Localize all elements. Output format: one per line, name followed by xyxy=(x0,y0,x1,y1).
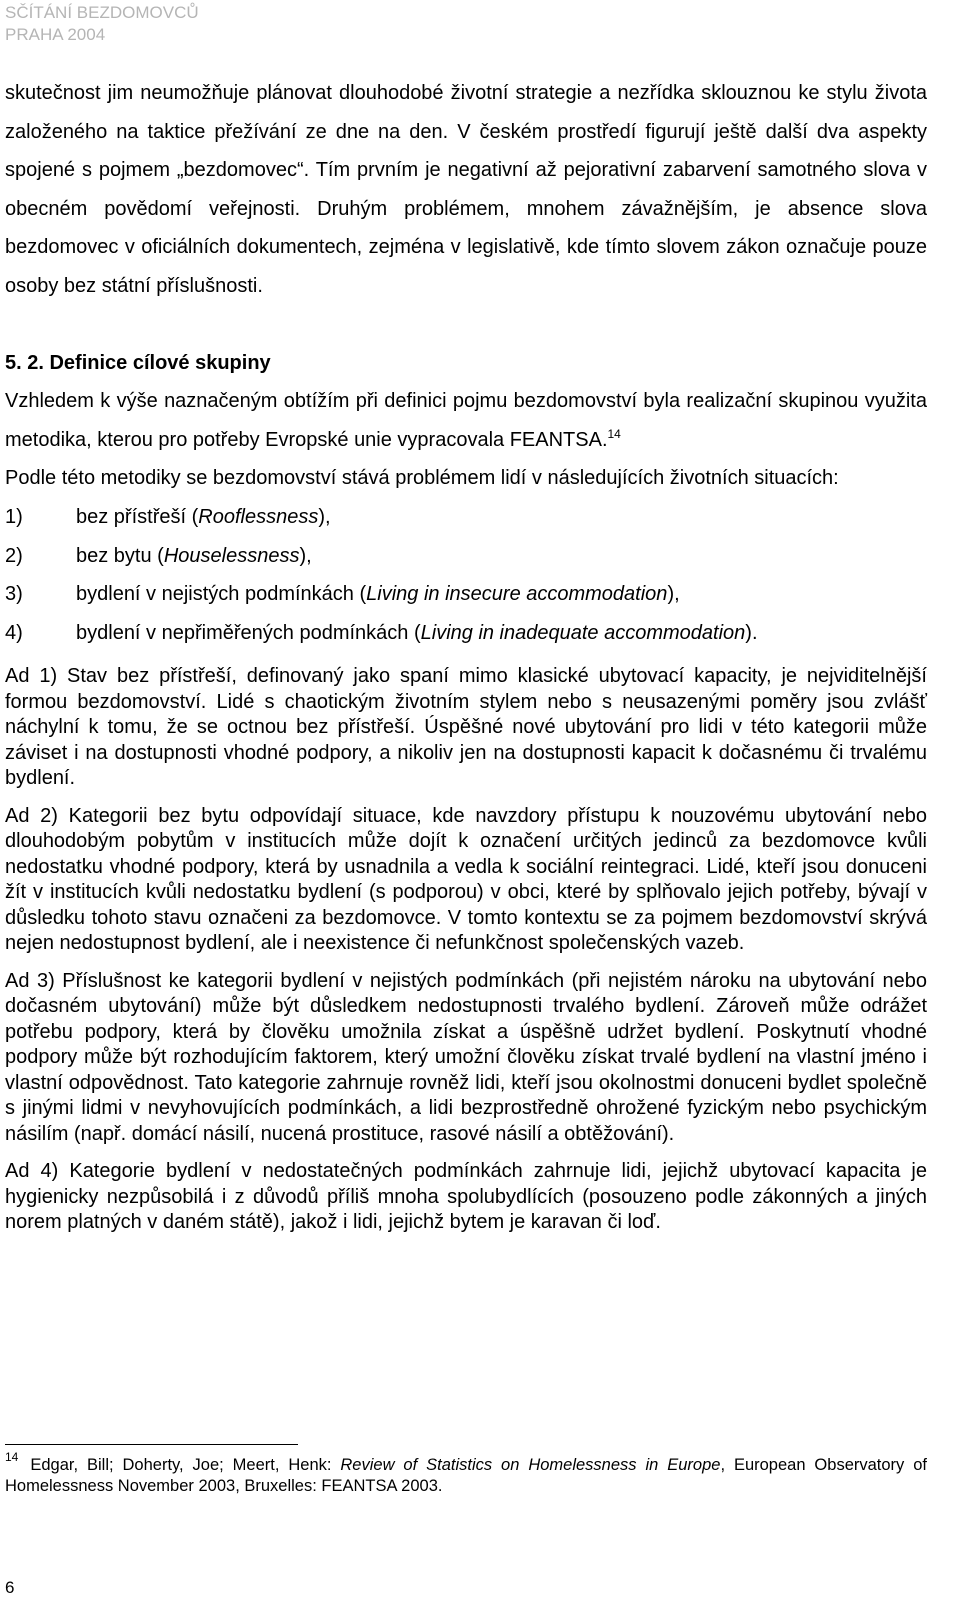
section-heading: 5. 2. Definice cílové skupiny xyxy=(5,351,271,374)
intro-paragraph: skutečnost jim neumožňuje plánovat dlouhodobé životní strategie a nezřídka sklouznou ke stylu života založeného na taktice přežívání ze dne na den. V českém prostředí figurují ještě další dva aspekty spojené s pojmem „bezdomovec“. Tím prvním je negativní až pejorativní zabarvení samotného slova v obecném povědomí veřejnosti. Druhým problémem, mnohem závažnějším, je absence slova bezdomovec v oficiálních dokumentech, zejména v legislativě, kde tímto slovem zákon označuje pouze osoby bez státní příslušnosti. xyxy=(5,82,927,297)
ad-4-paragraph: Ad 4) Kategorie bydlení v nedostatečných podmínkách zahrnuje lidi, jejichž ubytovací kapacita je hygienicky nezpůsobilá i z důvodů příliš mnoha spolubydlících (posouzeno podle zákonných a jiných norem platných v daném státě), jakož i lidi, jejichž bytem je karavan či loď. xyxy=(5,1160,927,1234)
footnote xyxy=(5,1450,927,1497)
footnote-publication: , European Observatory of Homelessness November 2003, Bruxelles: FEANTSA 2003. xyxy=(5,1456,927,1495)
situation-list xyxy=(5,498,927,652)
footnote-title: Review of Statistics on Homelessness in Europe xyxy=(340,1456,721,1474)
list-item-english-term: Rooflessness xyxy=(198,505,319,528)
list-item-text: bydlení v nejistých podmínkách (Living in insecure accommodation), xyxy=(76,583,680,606)
list-item-number: 1) xyxy=(5,505,23,528)
list-item xyxy=(5,575,927,614)
list-item xyxy=(5,498,927,537)
page-content xyxy=(5,74,927,1236)
list-item xyxy=(5,537,927,576)
footnote-authors: Edgar, Bill; Doherty, Joe; Meert, Henk: xyxy=(30,1456,341,1474)
section-paragraph-1-text: Vzhledem k výše naznačeným obtížím při definici pojmu bezdomovství byla realizační skupinou využita metodika, kterou pro potřeby Evropské unie vypracovala FEANTSA. xyxy=(5,390,927,451)
list-item-text: bydlení v nepřiměřených podmínkách (Living in inadequate accommodation). xyxy=(76,621,758,644)
list-item-number: 3) xyxy=(5,583,23,606)
list-item xyxy=(5,614,927,653)
footnote-separator xyxy=(5,1444,298,1445)
list-item-text: bez bytu (Houselessness), xyxy=(76,544,312,567)
list-item-number: 4) xyxy=(5,621,23,644)
list-item-english-term: Living in insecure accommodation xyxy=(366,583,668,606)
list-item-number: 2) xyxy=(5,544,23,567)
footnote-reference[interactable]: 14 xyxy=(607,426,621,441)
section-paragraph-1 xyxy=(5,382,927,459)
list-item-english-term: Living in inadequate accommodation xyxy=(420,621,746,644)
ad-1-paragraph: Ad 1) Stav bez přístřeší, definovaný jako spaní mimo klasické ubytovací kapacity, je nejviditelnější formou bezdomovství. Lidé s chaotickým životním stylem nebo s neusazenými poměry jsou zvlášť náchylní k tomu, že se octnou bez přístřeší. Úspěšné nové ubytování pro lidi v této kategorii může záviset i na dostupnosti vhodné podpory, a nikoliv jen na dostupnosti kapacit k dočasnému či trvalému bydlení. xyxy=(5,665,927,790)
running-header xyxy=(5,2,199,46)
ad-3-paragraph: Ad 3) Příslušnost ke kategorii bydlení v nejistých podmínkách (při nejistém nároku na ubytování nebo dočasném ubytování) může být důsledkem nedostupnosti trvalého bydlení. Zároveň může odrážet potřebu podpory, která by člověku umožnila získat a úspěšně udržet bydlení. Poskytnutí vhodné podpory může být rozhodujícím faktorem, který umožní člověku získat trvalé bydlení na vlastní jméno i vlastní odpovědnost. Tato kategorie zahrnuje rovněž lidi, kteří jsou okolnostmi donuceni bydlet společně s jinými lidmi v nevyhovujících podmínkách, a lidi bezprostředně ohrožené fyzickým nebo psychickým násilím (např. domácí násilí, nucená prostituce, rasové násilí a obtěžování). xyxy=(5,969,927,1145)
ad-2-paragraph: Ad 2) Kategorii bez bytu odpovídají situace, kde navzdory přístupu k nouzovému ubytování nebo dlouhodobým pobytům v institucích může dojít k označení určitých jedinců za bezdomovce kvůli nedostatku vhodné podpory, která by usnadnila a vedla k sociální reintegraci. Lidé, kteří jsou donuceni žít v institucích kvůli nedostatku bydlení (s podporou) v obci, které by splňovalo jejich potřeby, bývají v důsledku tohoto stavu označeni za bezdomovce. V tomto kontextu se za pojmem bezdomovství skrývá nejen nedostupnost bydlení, ale i neexistence či nefunkčnost společenských vazeb. xyxy=(5,804,927,955)
page-number: 6 xyxy=(5,1578,15,1597)
header-subtitle: PRAHA 2004 xyxy=(5,25,106,44)
header-title: SČÍTÁNÍ BEZDOMOVCŮ xyxy=(5,3,199,22)
list-item-english-term: Houselessness xyxy=(163,544,300,567)
footnote-number: 14 xyxy=(5,1450,19,1464)
section-paragraph-2: Podle této metodiky se bezdomovství stává problémem lidí v následujících životních situacích: xyxy=(5,467,839,490)
list-item-text: bez přístřeší (Rooflessness), xyxy=(76,505,331,528)
